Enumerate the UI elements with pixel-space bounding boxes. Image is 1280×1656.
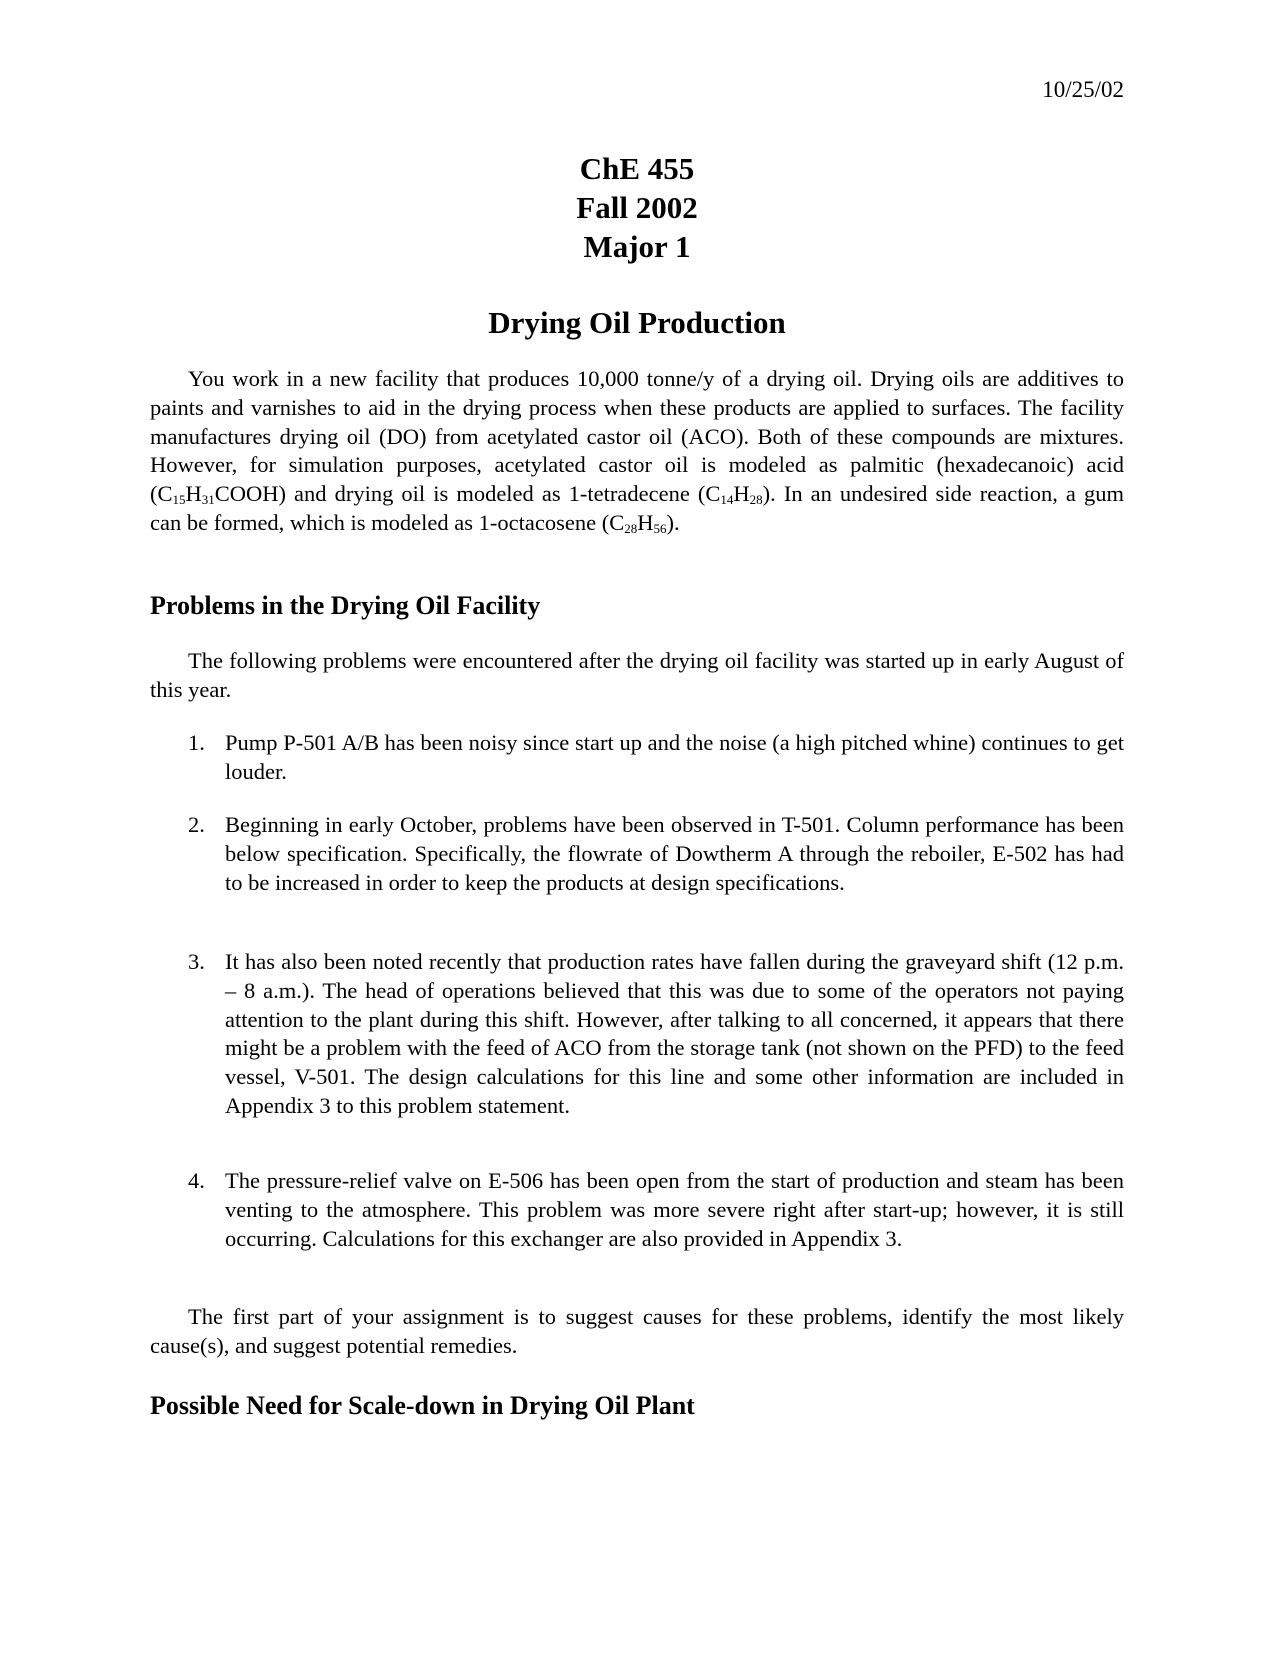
document-title: Drying Oil Production (488, 305, 786, 340)
intro-paragraph: You work in a new facility that produces 10,000 tonne/y of a drying oil. Drying oils are additives to paints and varnishes to aid in the drying process when these products are applied to surfaces. The facility manufactures drying oil (DO) from acetylated castor oil (ACO). Both of these compounds are mixtures. However, for simulation purposes, acetylated castor oil is modeled as palmitic (hexadecanoic) acid $(C_{15}H_{31}COOH)$ and drying oil is modeled as 1-tetradecene $(C_{14}H_{28})$. In an undesired side reaction, a gum can be formed, which is modeled as 1-octacosene $(C_{28}H_{56})$. (150, 366, 1124, 536)
list-item (188, 729, 1124, 787)
section-heading-problems: Problems in the Drying Oil Facility (150, 591, 541, 620)
list-item-text: Pump P-501 A/B has been noisy since start up and the noise (a high pitched whine) continues to get louder. (225, 730, 1124, 784)
list-item-text: It has also been noted recently that production rates have fallen during the graveyard shift (12 p.m. – 8 a.m.). The head of operations believed that this was due to some of the operators not paying attention to the plant during this shift. However, after talking to all concerned, it appears that there might be a problem with the feed of ACO from the storage tank (not shown on the PFD) to the feed vessel, V-501. The design calculations for this line and some other information are included in Appendix 3 to this problem statement. (225, 949, 1124, 1118)
assignment-name: Major 1 (583, 229, 691, 264)
list-item (188, 948, 1124, 1121)
course-term: Fall 2002 (576, 190, 698, 225)
list-item (188, 1167, 1124, 1253)
course-header (150, 149, 1124, 266)
list-item-number: 4. (188, 1168, 205, 1193)
list-item-number: 3. (188, 949, 205, 974)
list-item (188, 811, 1124, 897)
list-item-text: Beginning in early October, problems have been observed in T-501. Column performance has been below specification. Specifically, the flowrate of Dowtherm A through the reboiler, E-502 has had to be increased in order to keep the products at design specifications. (225, 812, 1124, 895)
course-number: ChE 455 (579, 151, 695, 186)
list-item-text: The pressure-relief valve on E-506 has been open from the start of production and steam has been venting to the atmosphere. This problem was more severe right after start-up; however, it is still occurring. Calculations for this exchanger are also provided in Appendix 3. (225, 1168, 1124, 1251)
problems-intro-paragraph: The following problems were encountered after the drying oil facility was started up in early August of this year. (150, 648, 1124, 702)
list-item-number: 2. (188, 812, 205, 837)
section-heading-scale-down: Possible Need for Scale-down in Drying Oil Plant (150, 1391, 695, 1420)
problems-closing-paragraph: The first part of your assignment is to suggest causes for these problems, identify the most likely cause(s), and suggest potential remedies. (150, 1304, 1124, 1358)
document-date: 10/25/02 (1042, 77, 1124, 102)
list-item-number: 1. (188, 730, 205, 755)
